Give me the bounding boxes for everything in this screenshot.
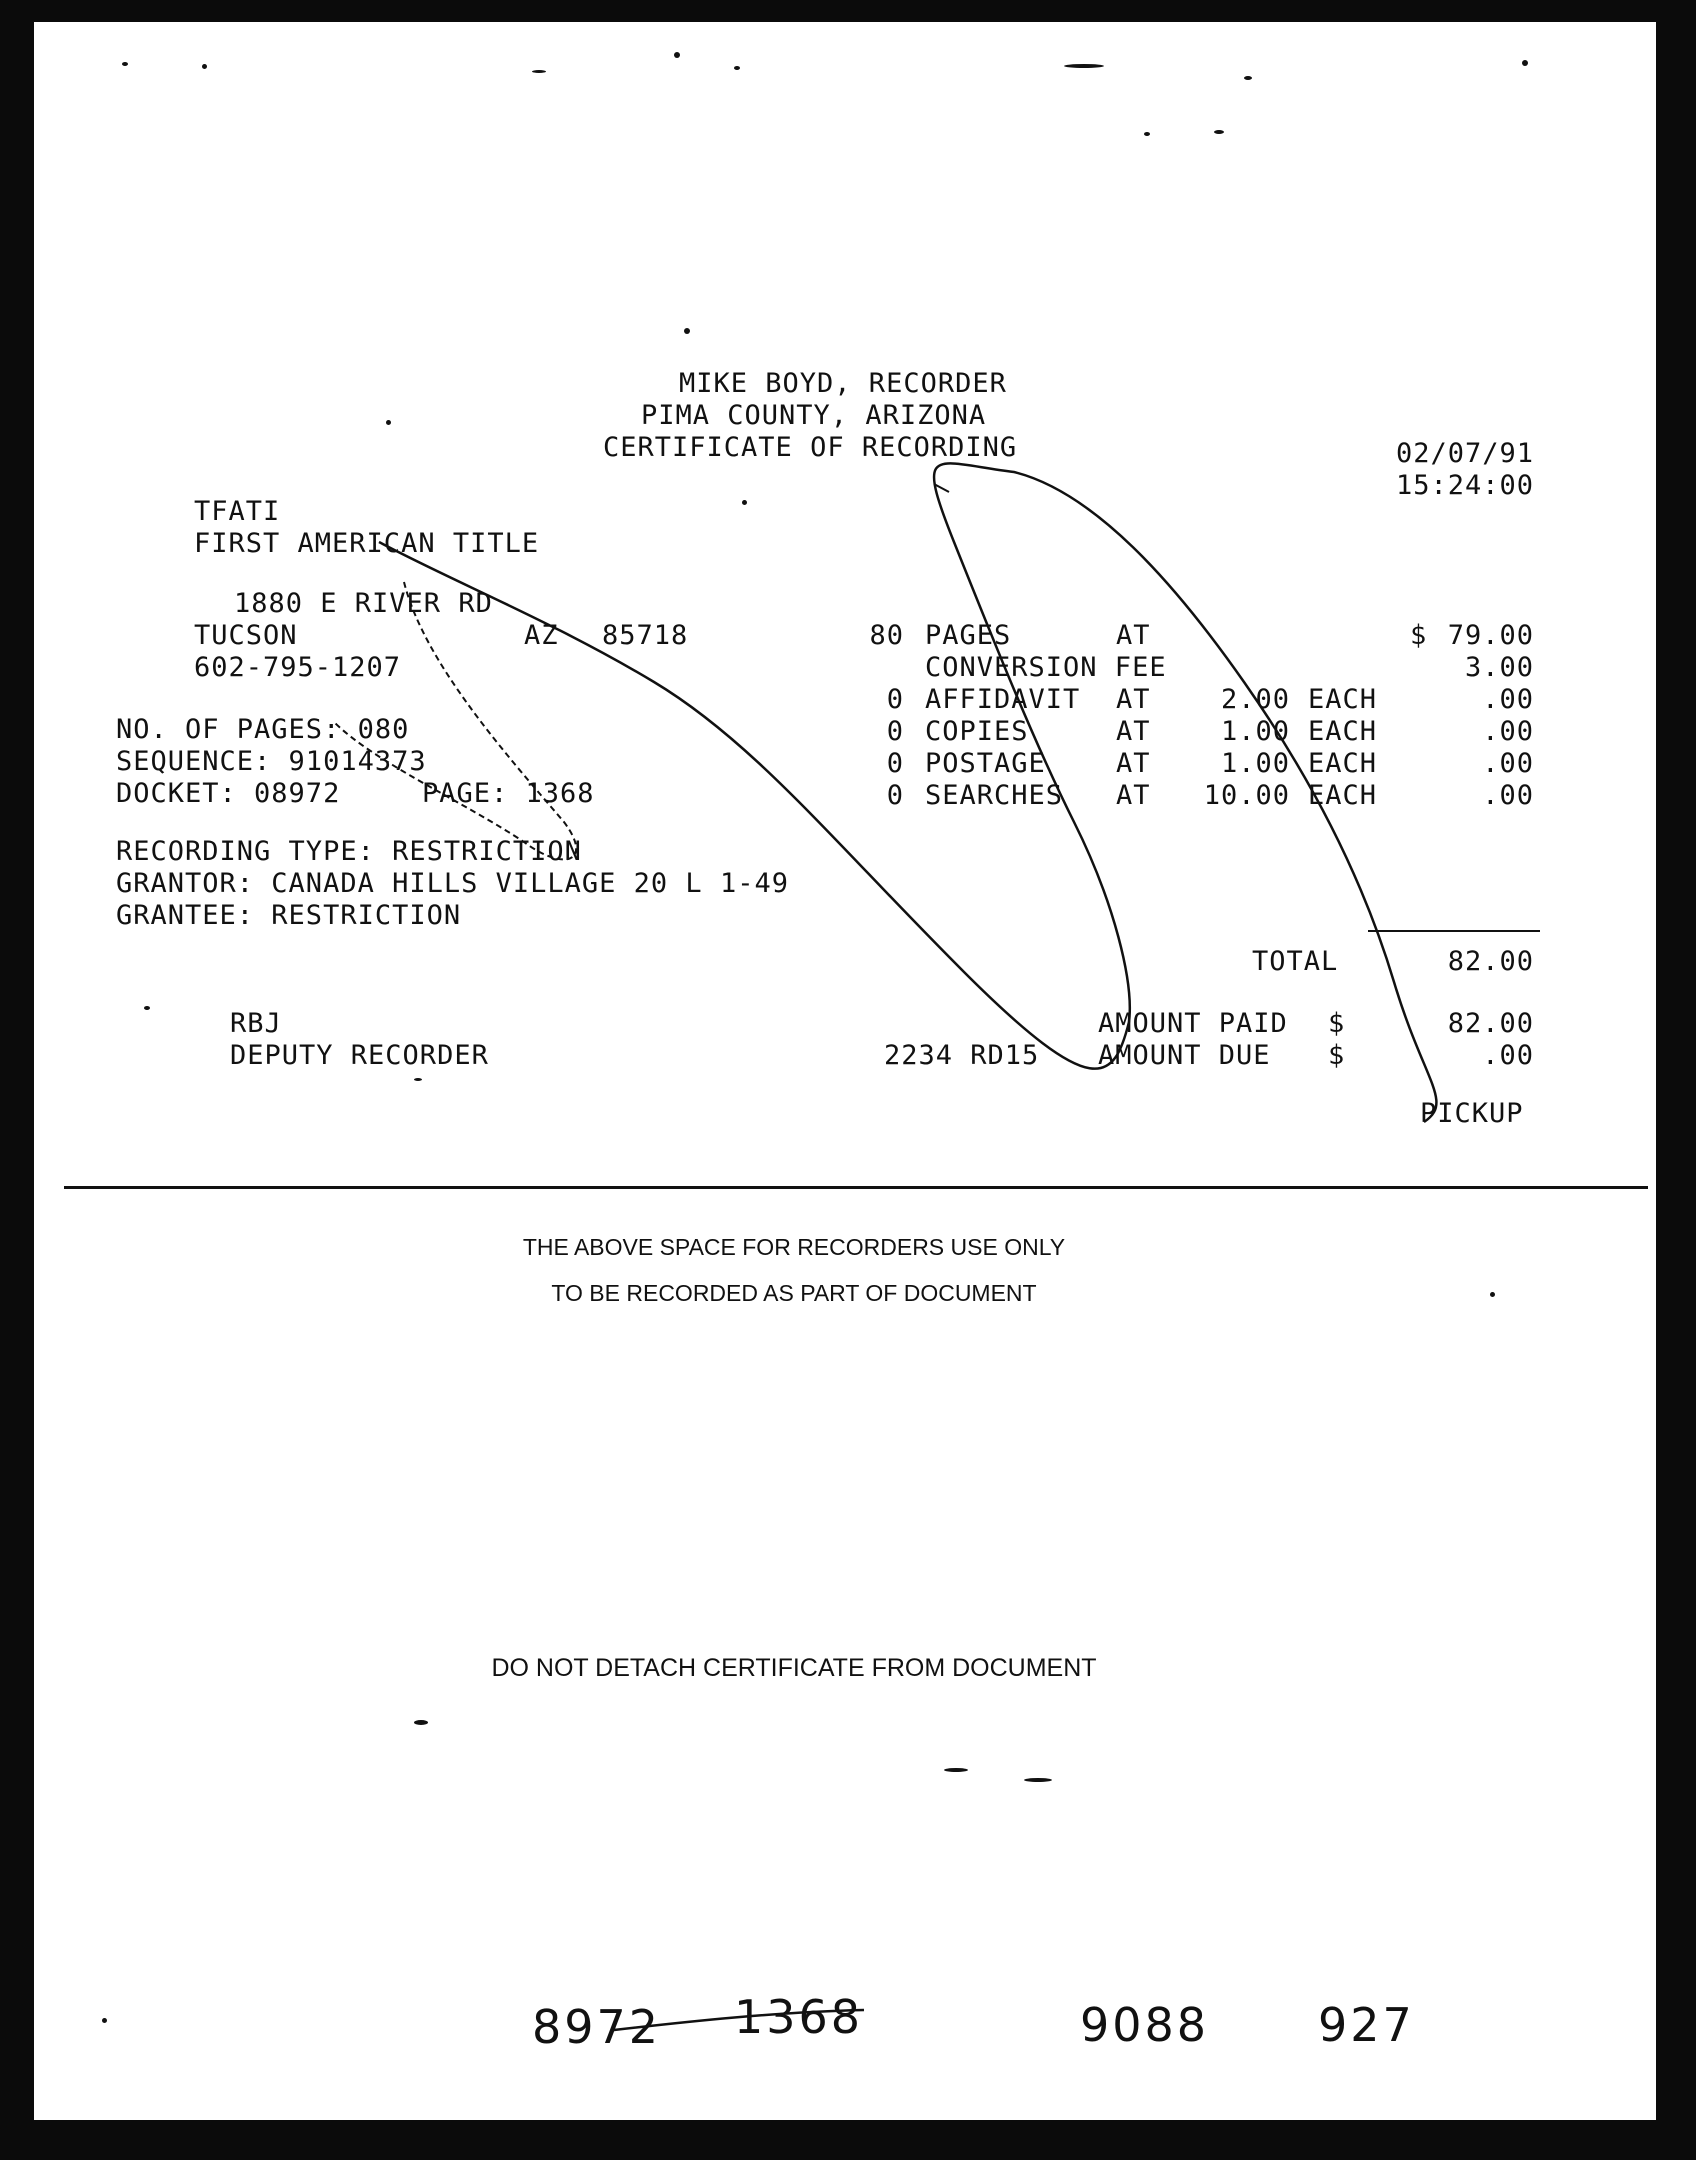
- certificate-title: CERTIFICATE OF RECORDING: [603, 432, 1018, 463]
- speck: [144, 1006, 150, 1010]
- fee-amount: .00: [1482, 780, 1534, 811]
- pen-marks: [34, 22, 1656, 2120]
- fee-each: EACH: [1308, 716, 1378, 747]
- pickup-label: PICKUP: [1420, 1098, 1524, 1129]
- fee-at: AT: [1116, 748, 1151, 779]
- fee-amount: .00: [1482, 748, 1534, 779]
- grantee: GRANTEE: RESTRICTION: [116, 900, 462, 931]
- record-date: 02/07/91: [1396, 438, 1535, 469]
- fee-item: PAGES: [925, 620, 1012, 651]
- speck: [414, 1720, 428, 1725]
- fee-amount: 79.00: [1447, 620, 1534, 651]
- recorders-use-notice: THE ABOVE SPACE FOR RECORDERS USE ONLY: [522, 1234, 1066, 1260]
- speck: [1244, 76, 1252, 80]
- fee-item: POSTAGE: [925, 748, 1046, 779]
- do-not-detach-notice: DO NOT DETACH CERTIFICATE FROM DOCUMENT: [491, 1654, 1097, 1682]
- speck: [674, 52, 680, 58]
- fee-at: AT: [1116, 716, 1151, 747]
- amount-paid-currency: $: [1328, 1008, 1346, 1039]
- amount-due-value: .00: [1482, 1040, 1534, 1071]
- amount-paid-label: AMOUNT PAID: [1098, 1008, 1288, 1039]
- fee-rate: 1.00: [1220, 716, 1290, 747]
- fee-amount: .00: [1482, 684, 1534, 715]
- handwritten-number-2: 927: [1318, 1998, 1415, 2052]
- fee-item: SEARCHES: [925, 780, 1064, 811]
- fee-qty: 0: [886, 748, 904, 779]
- speck: [414, 1078, 422, 1081]
- fee-rate: 10.00: [1203, 780, 1290, 811]
- fee-rate: 1.00: [1220, 748, 1290, 779]
- docket-number: DOCKET: 08972: [116, 778, 341, 809]
- amount-due-label: AMOUNT DUE: [1098, 1040, 1271, 1071]
- fee-amount: 3.00: [1464, 652, 1534, 683]
- addressee-zip: 85718: [602, 620, 689, 651]
- fee-each: EACH: [1308, 684, 1378, 715]
- fee-each: EACH: [1308, 748, 1378, 779]
- addressee-code: TFATI: [194, 496, 281, 527]
- speck: [202, 64, 207, 69]
- fee-rate: 2.00: [1220, 684, 1290, 715]
- addressee-company: FIRST AMERICAN TITLE: [194, 528, 540, 559]
- sequence-number: SEQUENCE: 91014373: [116, 746, 427, 777]
- fee-item: CONVERSION FEE: [925, 652, 1167, 683]
- page-number: PAGE: 1368: [422, 778, 595, 809]
- fee-at: AT: [1116, 620, 1151, 651]
- speck: [386, 420, 391, 425]
- recording-type: RECORDING TYPE: RESTRICTION: [116, 836, 582, 867]
- terminal-code: 2234 RD15: [884, 1040, 1040, 1071]
- fee-qty: 0: [886, 780, 904, 811]
- recorder-name: MIKE BOYD, RECORDER: [679, 368, 1007, 399]
- fee-amount: .00: [1482, 716, 1534, 747]
- amount-paid-value: 82.00: [1447, 1008, 1534, 1039]
- addressee-phone: 602-795-1207: [194, 652, 402, 683]
- speck: [1522, 60, 1528, 66]
- speck: [122, 62, 128, 66]
- total-value: 82.00: [1447, 946, 1534, 977]
- clerk-initials: RBJ: [230, 1008, 282, 1039]
- fee-qty: 0: [886, 684, 904, 715]
- county-line: PIMA COUNTY, ARIZONA: [641, 400, 987, 431]
- fee-at: AT: [1116, 780, 1151, 811]
- speck: [684, 328, 690, 334]
- speck: [532, 70, 546, 73]
- speck: [1214, 130, 1224, 134]
- addressee-state: AZ: [524, 620, 559, 651]
- grantor: GRANTOR: CANADA HILLS VILLAGE 20 L 1-49: [116, 868, 789, 899]
- speck: [742, 500, 747, 505]
- speck: [944, 1768, 968, 1772]
- addressee-street: 1880 E RIVER RD: [234, 588, 493, 619]
- fee-qty: 80: [869, 620, 904, 651]
- addressee-city: TUCSON: [194, 620, 298, 651]
- speck: [102, 2018, 107, 2023]
- fee-item: COPIES: [925, 716, 1029, 747]
- certificate-page: [34, 22, 1656, 2120]
- strike-line: [614, 2010, 864, 2030]
- handwritten-number-1: 9088: [1080, 1998, 1210, 2052]
- handwritten-page: 1368: [734, 1990, 864, 2044]
- pen-loop-small: [334, 582, 576, 859]
- fee-item: AFFIDAVIT: [925, 684, 1081, 715]
- record-time: 15:24:00: [1396, 470, 1535, 501]
- speck: [1144, 132, 1150, 136]
- fee-qty: 0: [886, 716, 904, 747]
- no-of-pages: NO. OF PAGES: 080: [116, 714, 410, 745]
- speck: [1024, 1778, 1052, 1782]
- speck: [1490, 1292, 1495, 1297]
- recorded-part-notice: TO BE RECORDED AS PART OF DOCUMENT: [551, 1280, 1037, 1306]
- handwritten-docket: 8972: [532, 2000, 662, 2054]
- fee-currency: $: [1410, 620, 1428, 651]
- fee-at: AT: [1116, 684, 1151, 715]
- fee-each: EACH: [1308, 780, 1378, 811]
- clerk-title: DEPUTY RECORDER: [230, 1040, 489, 1071]
- total-label: TOTAL: [1252, 946, 1339, 977]
- amount-due-currency: $: [1328, 1040, 1346, 1071]
- speck: [1064, 64, 1104, 68]
- speck: [734, 66, 740, 70]
